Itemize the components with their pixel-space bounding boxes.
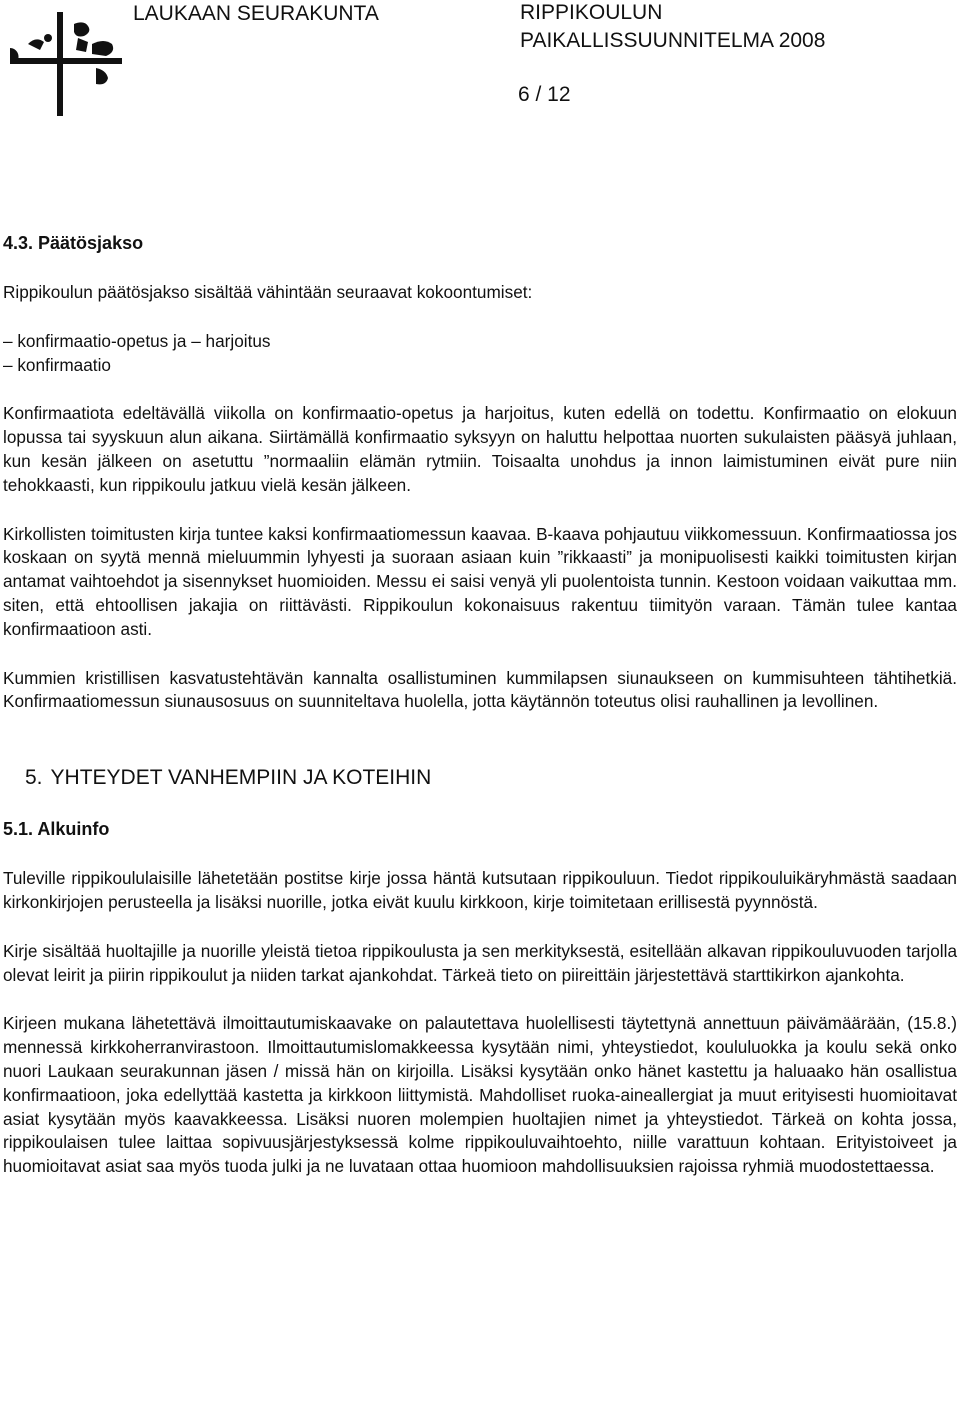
header-organization: LAUKAAN SEURAKUNTA (133, 2, 379, 25)
list-item: – konfirmaatio (3, 354, 111, 375)
paragraph-intro: Rippikoulun päätösjakso sisältää vähintään seuraavat kokoontumiset: (3, 282, 533, 302)
list-item: – konfirmaatio-opetus ja – harjoitus (3, 330, 271, 351)
section-heading-5 (3, 764, 957, 792)
paragraph: Konfirmaatiota edeltävällä viikolla on konfirmaatio-opetus ja harjoitus, kuten edellä on todettu. Konfirmaatio on elokuun lopussa tai syyskuun alun aikana. Siirtämällä konfirmaatio syksyyn on haluttu helpottaa nuorten sukulaisten pääsyä juhlaan, kun kesän jälkeen on asetuttu ”normaaliin elämän rytmiin. Toisaalta unohdus ja innon laimistuminen eivät pure niin tehokkaasti, kun rippikoulu jatkuu vielä kesän jälkeen. (3, 403, 957, 495)
section-heading-4-3: 4.3. Päätösjakso (3, 233, 144, 253)
paragraph: Kummien kristillisen kasvatustehtävän kannalta osallistuminen kummilapsen siunaukseen on kummisuhteen tähtihetkiä. Konfirmaatiomessun siunausosuus on suunniteltava huolella, jotta käytännön toteutus olisi rauhallinen ja levollinen. (3, 667, 957, 712)
paragraph: Tuleville rippikoululaisille lähetetään postitse kirje jossa häntä kutsutaan rippikouluun. Tiedot rippikouluikäryhmästä saadaan kirkonkirjojen perusteella ja lisäksi nuorille, jotka eivät kuulu kirkkoon, kirje toimitetaan erillisestä pyynnöstä. (3, 868, 957, 912)
section-heading-5-1: 5.1. Alkuinfo (3, 819, 110, 840)
page-number: 6 / 12 (518, 83, 571, 106)
header-title-line2: PAIKALLISSUUNNITELMA 2008 (520, 29, 826, 52)
header-title-line1: RIPPIKOULUN (520, 1, 663, 24)
paragraph: Kirjeen mukana lähetettävä ilmoittautumiskaavake on palautettava huolellisesti täytettynä annettuun päivämäärään, (15.8.) mennessä kirkkoherranvirastoon. Ilmoittautumislomakkeessa kysytään nimi, yhteystiedot, koululuokka ja koulu sekä onko nuori Laukaan seurakunnan jäsen / missä hän on kirjoilla. Lisäksi kysytään onko hänet kastettu ja haluaako hän osallistua konfirmaatioon, joka edellyttää kastetta ja kirkkoon liittymistä. Mahdolliset ruoka-aineallergiat ja muut erityisesti huomioitavat asiat kysytään myös kaavakkeessa. Lisäksi nuoren molempien huoltajien nimet ja yhteystiedot. Tärkeä on kohta jossa, rippikoulaisen tulee laittaa sopivuusjärjestyksessä kolme rippikouluvaihtoehto, niille varattuun kohtaan. Erityistoiveet ja huomioitavat asiat saa myös tuoda julki ja ne luvataan ottaa huomioon mahdollisuuksien rajoissa ryhmiä muodostettaessa. (3, 1013, 957, 1177)
paragraph: Kirkollisten toimitusten kirja tuntee kaksi konfirmaatiomessun kaavaa. B-kaava pohjautuu viikkomessuun. Konfirmaatiossa jos koskaan on syytä mennä mieluummin lyhyesti ja suoraan asiaan kuin ”rikkaasti” ja monipuolisesti kaikki toimitusten kirjan antamat vaihtoehdot ja sisennykset huomioiden. Messu ei saisi venyä yli puolentoista tunnin. Kestoon voidaan vaikuttaa mm. siten, että ehtoollisen jakajia on riittävästi. Rippikoulun kokonaisuus rakentuu tiimityön varaan. Tämän tulee kantaa konfirmaatioon asti. (3, 523, 957, 639)
section-number: 5. (25, 766, 43, 790)
section-title: YHTEYDET VANHEMPIIN JA KOTEIHIN (50, 766, 432, 790)
paragraph: Kirje sisältää huoltajille ja nuorille yleistä tietoa rippikoulusta ja sen merkityksestä, esitellään alkavan rippikouluvuoden tarjolla olevat leirit ja piirin rippikoulut ja niiden tarkat ajankohdat. Tärkeä tieto on piireittäin järjestettävä starttikirkon ajankohta. (3, 940, 957, 985)
document-body (3, 230, 957, 1179)
meeting-list (3, 330, 957, 378)
parish-logo-icon (4, 8, 130, 118)
header-document-title (520, 0, 825, 55)
